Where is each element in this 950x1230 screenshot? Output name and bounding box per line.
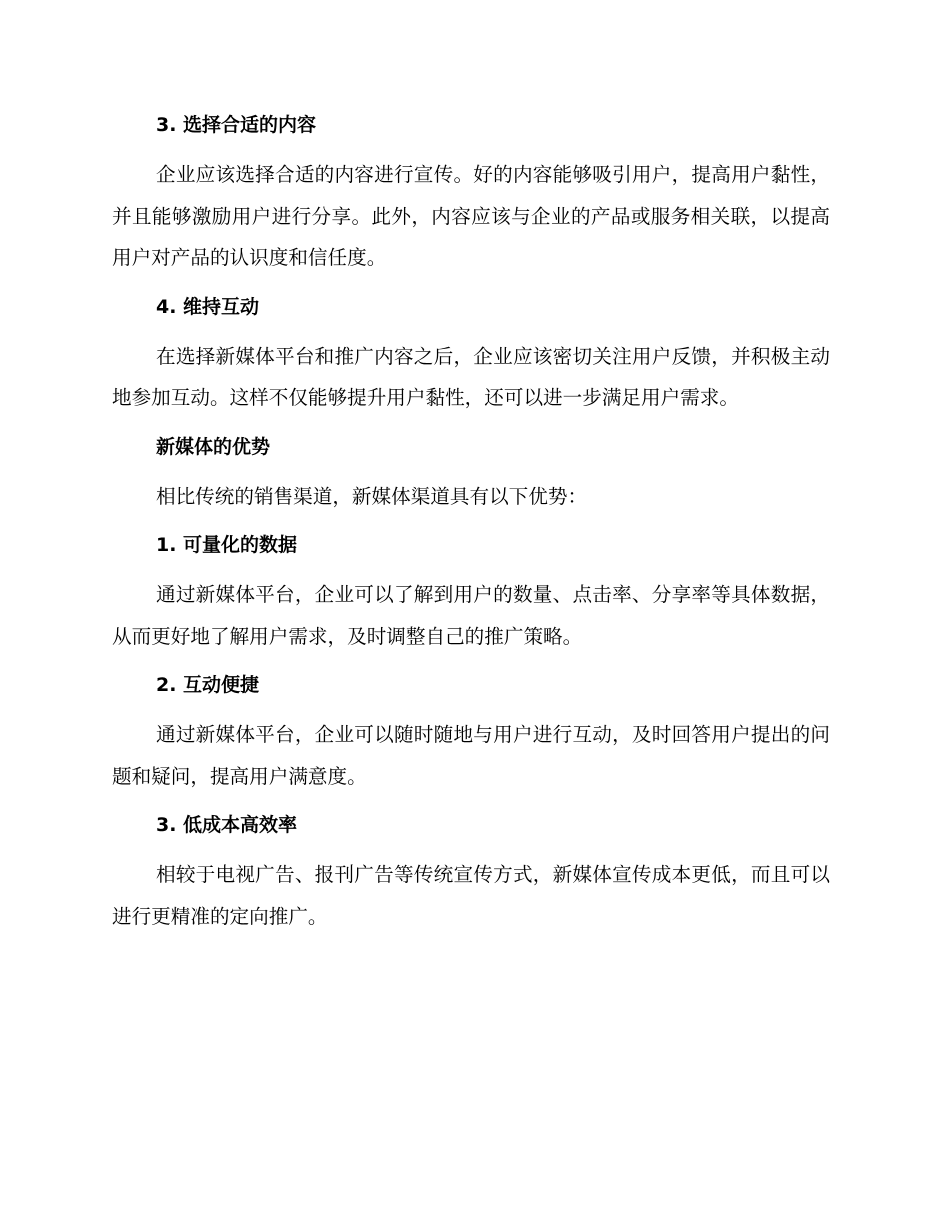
section-heading-quantifiable-data: 1. 可量化的数据 [156,534,298,556]
paragraph-advantages-intro: 相比传统的销售渠道，新媒体渠道具有以下优势： [156,484,588,508]
section-heading-choose-content: 3. 选择合适的内容 [156,114,317,136]
paragraph-convenient-interaction: 通过新媒体平台，企业可以随时随地与用户进行互动，及时回答用户提出的问题和疑问，提高用户满意度。 [112,723,830,788]
paragraph-choose-content: 企业应该选择合适的内容进行宣传。好的内容能够吸引用户，提高用户黏性，并且能够激励用户进行分享。此外，内容应该与企业的产品或服务相关联，以提高用户对产品的认识度和信任度。 [112,163,830,269]
paragraph-quantifiable-data: 通过新媒体平台，企业可以了解到用户的数量、点击率、分享率等具体数据，从而更好地了解用户需求，及时调整自己的推广策略。 [112,583,830,648]
document-page [112,104,830,944]
section-heading-convenient-interaction: 2. 互动便捷 [156,674,260,696]
paragraph-maintain-interaction: 在选择新媒体平台和推广内容之后，企业应该密切关注用户反馈，并积极主动地参加互动。这样不仅能够提升用户黏性，还可以进一步满足用户需求。 [112,344,830,409]
section-heading-maintain-interaction: 4. 维持互动 [156,295,260,318]
paragraph-low-cost-high-efficiency: 相较于电视广告、报刊广告等传统宣传方式，新媒体宣传成本更低，而且可以进行更精准的定向推广。 [112,863,830,928]
section-heading-new-media-advantages: 新媒体的优势 [156,435,271,458]
section-heading-low-cost-high-efficiency: 3. 低成本高效率 [156,814,298,836]
